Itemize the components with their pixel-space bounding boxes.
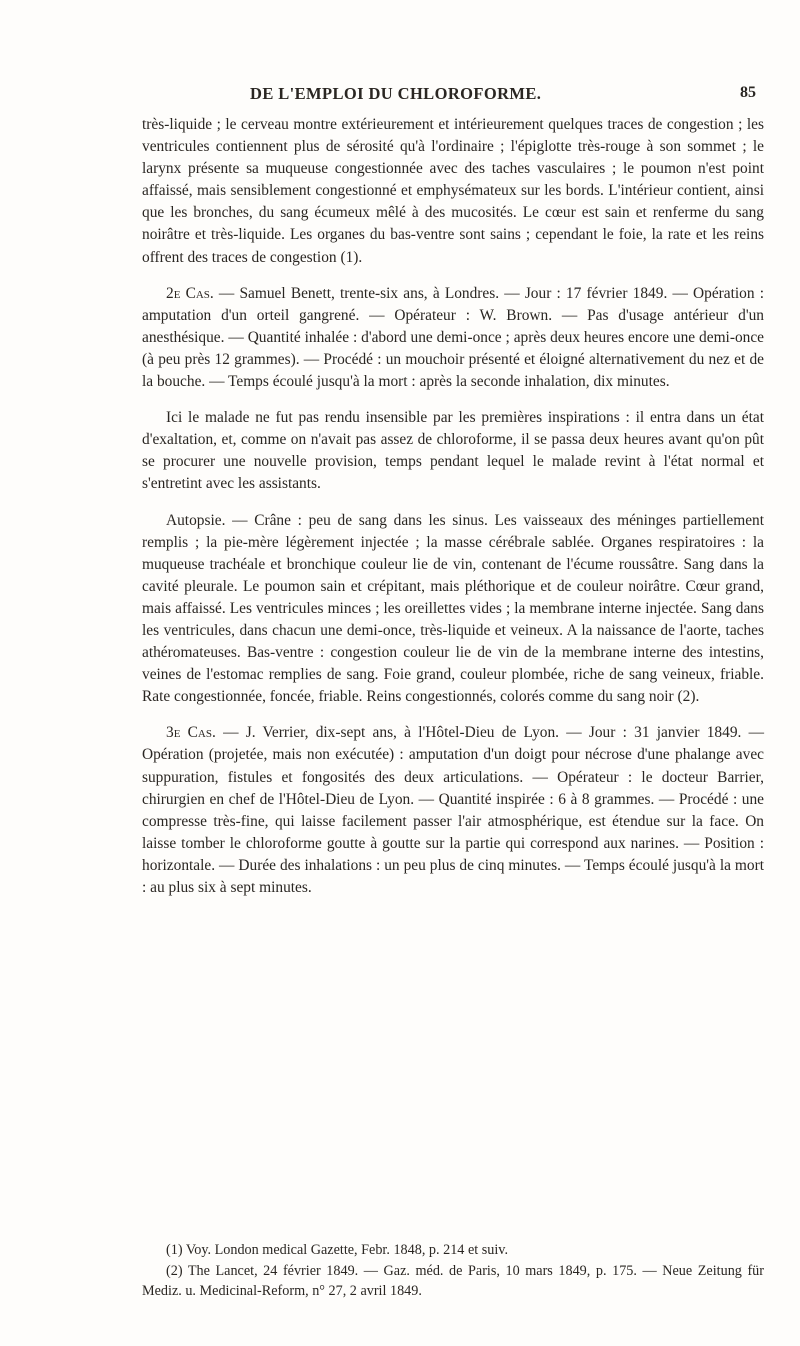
paragraph-continuation: très-liquide ; le cerveau montre extérieurement et intérieurement quelques traces de congestion ; les ventricules contiennent plus de sérosité qu'à l'ordinaire ; l'épiglotte très-rouge à son sommet ; le larynx présente sa muqueuse congestionnée avec des taches vasculaires ; le poumon n'est point affaissé, mais sensiblement congestionné et emphysémateux sur les bords. L'intérieur contient, ainsi que les bronches, du sang écumeux mêlé à des mucosités. Le cœur est sain et renferme du sang noirâtre et très-liquide. Les organes du bas-ventre sont sains ; cependant le foie, la rate et les reins offrent des traces de congestion (1).	[142, 116, 764, 266]
paragraph-case-2-narrative: Ici le malade ne fut pas rendu insensible par les premières inspirations : il entra dans un état d'exaltation, et, comme on n'avait pas assez de chloroforme, il se passa deux heures avant qu'on pût se procurer une nouvelle provision, temps pendant lequel le malade revint à l'état normal et s'entretint avec les assistants.	[142, 409, 764, 493]
footnote-2: (2) The Lancet, 24 février 1849. — Gaz. méd. de Paris, 10 mars 1849, p. 175. — Neue Zeitung für Mediz. u. Medicinal-Reform, n° 27, 2 avril 1849.	[142, 1262, 764, 1299]
footnotes	[142, 1240, 764, 1302]
paragraph-case-3	[142, 722, 764, 899]
page-number: 85	[740, 84, 756, 101]
case-2-text: — Samuel Benett, trente-six ans, à Londres. — Jour : 17 février 1849. — Opération : amputation d'un orteil gangrené. — Opérateur : W. Brown. — Pas d'usage antérieur d'un anesthésique. — Quantité inhalée : d'abord une demi-once ; après deux heures encore une demi-once (à peu près 12 grammes). — Procédé : un mouchoir présenté et éloigné alternativement du nez et de la bouche. — Temps écoulé jusqu'à la mort : après la seconde inhalation, dix minutes.	[142, 284, 764, 391]
case-3-label: 3e Cas.	[166, 724, 216, 742]
case-2-label: 2e Cas.	[166, 284, 214, 302]
footnote-1: (1) Voy. London medical Gazette, Febr. 1848, p. 214 et suiv.	[166, 1242, 509, 1258]
running-head-title: DE L'EMPLOI DU CHLOROFORME.	[250, 84, 542, 103]
case-3-text: — J. Verrier, dix-sept ans, à l'Hôtel-Dieu de Lyon. — Jour : 31 janvier 1849. — Opération (projetée, mais non exécutée) : amputation d'un doigt pour nécrose d'une phalange avec suppuration, fistules et fongosités des deux articulations. — Opérateur : le docteur Barrier, chirurgien en chef de l'Hôtel-Dieu de Lyon. — Quantité inspirée : 6 à 8 grammes. — Procédé : une compresse très-fine, qui laisse facilement passer l'air atmosphérique, est étendue sur la face. On laisse tomber le chloroforme goutte à goutte sur la partie qui correspond aux narines. — Position : horizontale. — Durée des inhalations : un peu plus de cinq minutes. — Temps écoulé jusqu'à la mort : au plus six à sept minutes.	[142, 724, 765, 896]
paragraph-case-2	[142, 283, 764, 393]
body-text	[142, 114, 764, 913]
paragraph-autopsy: Autopsie. — Crâne : peu de sang dans les sinus. Les vaisseaux des méninges partiellement remplis ; la pie-mère légèrement injectée ; la masse cérébrale sablée. Organes respiratoires : la muqueuse trachéale et bronchique couleur lie de vin, contenant de l'écume roussâtre. Sang dans la cavité pleurale. Le poumon sain et crépitant, mais pléthorique et de couleur noirâtre. Cœur grand, mais affaissé. Les ventricules minces ; les oreillettes vides ; la membrane interne injectée. Sang dans les ventricules, dans chacun une demi-once, très-liquide et veineux. A la naissance de l'aorte, taches athéromateuses. Bas-ventre : congestion couleur lie de vin de la membrane interne des intestins, veines de l'estomac remplies de sang. Foie grand, couleur plombée, riche de sang veineux, friable. Rate congestionnée, foncée, friable. Reins congestionnés, colorés comme du sang noir (2).	[142, 511, 764, 706]
